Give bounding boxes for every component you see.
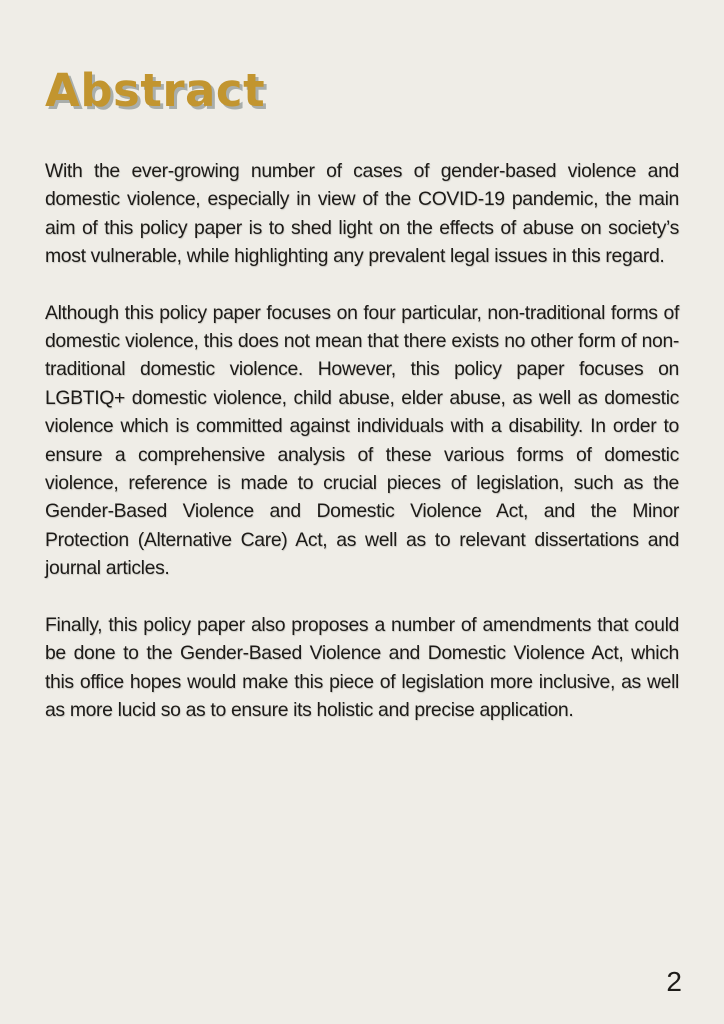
- abstract-body: [45, 157, 679, 724]
- abstract-paragraph-2: Although this policy paper focuses on four particular, non-traditional forms of domestic violence, this does not mean that there exists no other form of non-traditional domestic violence. However, this policy paper focuses on LGBTIQ+ domestic violence, child abuse, elder abuse, as well as domestic violence which is committed against individuals with a disability. In order to ensure a comprehensive analysis of these various forms of domestic violence, reference is made to crucial pieces of legislation, such as the Gender-Based Violence and Domestic Violence Act, and the Minor Protection (Alternative Care) Act, as well as to relevant dissertations and journal articles.: [45, 301, 679, 580]
- page-number: 2: [666, 966, 682, 997]
- page-title: Abstract: [45, 64, 266, 117]
- abstract-paragraph-3: Finally, this policy paper also proposes a number of amendments that could be done to the Gender-Based Violence and Domestic Violence Act, which this office hopes would make this piece of legislation more inclusive, as well as more lucid so as to ensure its holistic and precise application.: [45, 613, 679, 721]
- abstract-paragraph-1: With the ever-growing number of cases of gender-based violence and domestic violence, especially in view of the COVID-19 pandemic, the main aim of this policy paper is to shed light on the effects of abuse on society’s most vulnerable, while highlighting any prevalent legal issues in this regard.: [45, 160, 679, 268]
